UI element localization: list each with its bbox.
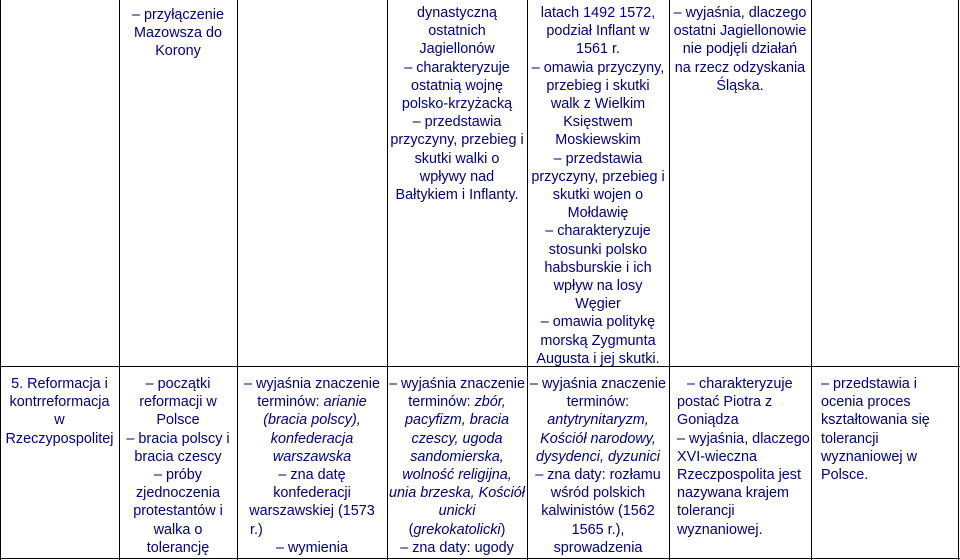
table-border-right <box>958 0 959 560</box>
bottom-col2-cell: – początki reformacji w Polsce – bracia polscy i bracia czescy – próby zjednoczenia protestantów i walka o tolerancję <box>126 376 230 556</box>
top-col5-cell: latach 1492 1572, podział Inflant w 1561 r. – omawia przyczyny, przebieg i skutki walk z Wielkim Księstwem Moskiewskim – przedstawia przyczyny, przebieg i skutki wojen o Mołdawię – charakteryzuje stosunki polsko habsburskie i ich wpływ na losy Węgier – omawia politykę morską Zygmunta Augusta i jej skutki. <box>531 5 665 367</box>
bottom-col6-cell: – charakteryzuje postać Piotra z Goniądza – wyjaśnia, dlaczego XVI-wieczna Rzeczpospolita jest nazywana krajem tolerancji wyznaniowej. <box>677 376 810 538</box>
table-border-left <box>0 0 1 560</box>
top-col6-cell: – wyjaśnia, dlaczego ostatni Jagiellonowie nie podjęli działań na rzecz odzyskania Śląska. <box>673 5 807 94</box>
table-border-bottom <box>0 558 960 559</box>
row-divider <box>0 366 960 367</box>
top-col4-cell: dynastyczną ostatnich Jagiellonów – charakteryzuje ostatnią wojnę polsko-krzyżacką – przedstawia przyczyny, przebieg i skutki walki o wpływy nad Bałtykiem i Inflanty. <box>390 5 524 204</box>
bottom-col7-cell: – przedstawia i ocenia proces kształtowania się tolerancji wyznaniowej w Polsce. <box>821 376 930 484</box>
bottom-col4-cell: – wyjaśnia znaczenie terminów: zbór, pacyfizm, bracia czescy, ugoda sandomierska, wolność religijna, unia brzeska, Kościół unicki (grekokatolicki) – zna daty: ugody <box>389 376 525 556</box>
bottom-col3-cell: – wyjaśnia znaczenie terminów: arianie (bracia polscy), konfederacja warszawska – zna datę konfederacji warszawskiej (1573 r.) – wymienia <box>244 376 380 556</box>
section-title-cell: 5. Reformacja i kontrreformacja w Rzeczypospolitej <box>5 376 114 447</box>
bottom-col5-cell: – wyjaśnia znaczenie terminów: antytrynitaryzm, Kościół narodowy, dysydenci, dyzunici – zna daty: rozłamu wśród polskich kalwinistów (1562 1565 r.), sprowadzenia <box>530 376 666 556</box>
top-col2-cell: – przyłączenie Mazowsza do Korony <box>132 7 224 60</box>
